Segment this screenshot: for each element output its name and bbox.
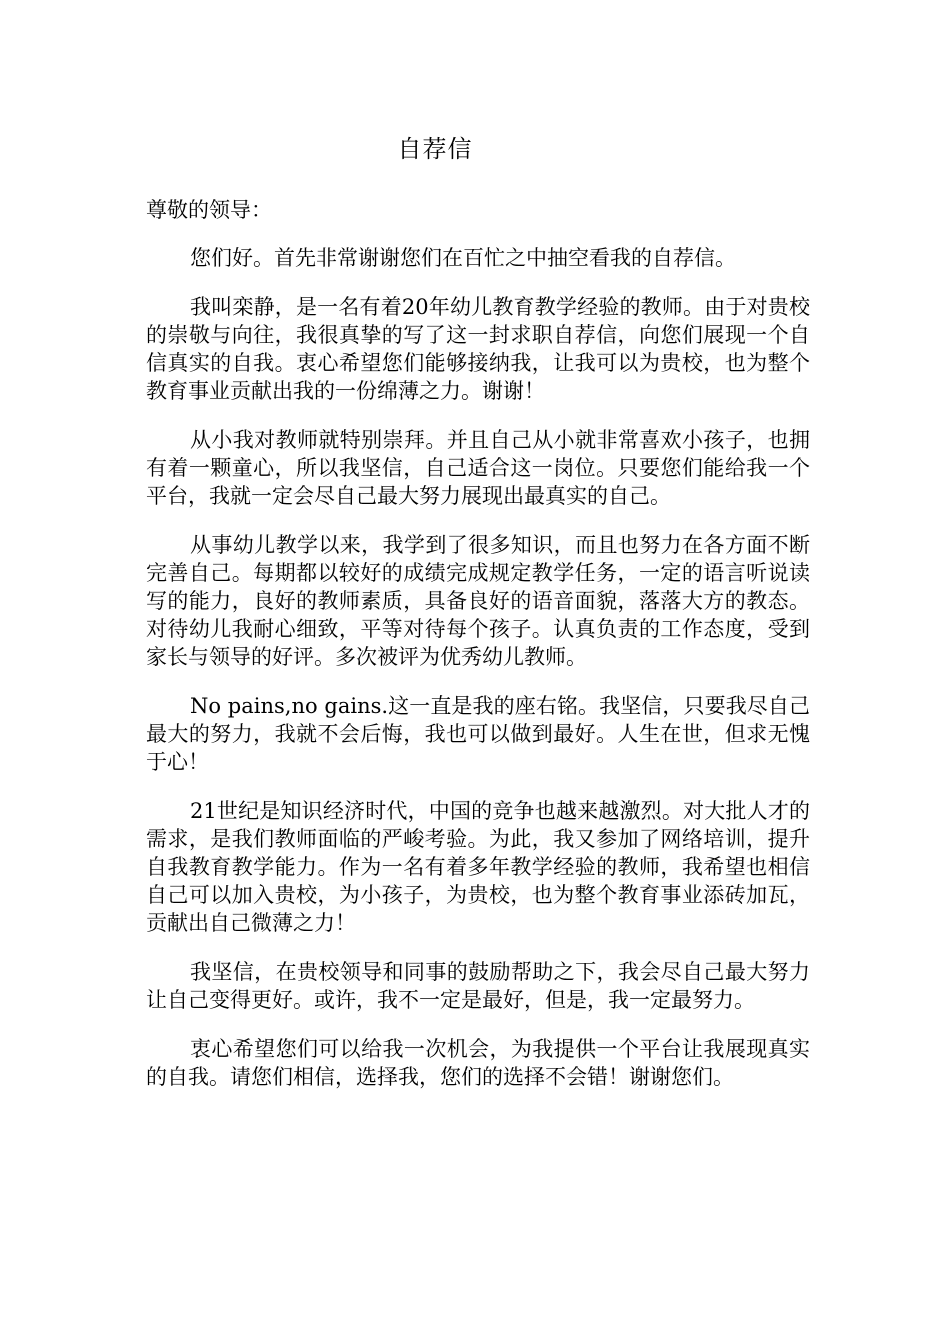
paragraph-motto: No pains,no gains.这一直是我的座右铭。我坚信，只要我尽自己最大的努力，我就不会后悔，我也可以做到最好。人生在世，但求无愧于心！ <box>146 694 810 774</box>
paragraph-experience: 从事幼儿教学以来，我学到了很多知识，而且也努力在各方面不断完善自己。每期都以较好的成绩完成规定教学任务，一定的语言听说读写的能力，良好的教师素质，具备良好的语音面貌，落落大方的教态。对待幼儿我耐心细致，平等对待每个孩子。认真负责的工作态度，受到家长与领导的好评。多次被评为优秀幼儿教师。 <box>146 533 810 669</box>
paragraph-commitment: 我坚信，在贵校领导和同事的鼓励帮助之下，我会尽自己最大努力让自己变得更好。或许，我不一定是最好，但是，我一定最努力。 <box>146 960 810 1012</box>
letter-body <box>146 196 810 1112</box>
paragraph-development: 21世纪是知识经济时代，中国的竞争也越来越激烈。对大批人才的需求，是我们教师面临的严峻考验。为此，我又参加了网络培训，提升自我教育教学能力。作为一名有着多年教学经验的教师，我希望也相信自己可以加入贵校，为小孩子，为贵校，也为整个教育事业添砖加瓦，贡献出自己微薄之力！ <box>146 799 810 935</box>
document-title: 自荐信 <box>397 135 473 163</box>
paragraph-closing: 衷心希望您们可以给我一次机会，为我提供一个平台让我展现真实的自我。请您们相信，选择我，您们的选择不会错！谢谢您们。 <box>146 1037 810 1089</box>
paragraph-introduction: 我叫栾静，是一名有着20年幼儿教育教学经验的教师。由于对贵校的崇敬与向往，我很真挚的写了这一封求职自荐信，向您们展现一个自信真实的自我。衷心希望您们能够接纳我，让我可以为贵校，也为整个教育事业贡献出我的一份绵薄之力。谢谢！ <box>146 295 810 403</box>
paragraph-motivation: 从小我对教师就特别崇拜。并且自己从小就非常喜欢小孩子，也拥有着一颗童心，所以我坚信，自己适合这一岗位。只要您们能给我一个平台，我就一定会尽自己最大努力展现出最真实的自己。 <box>146 428 810 508</box>
salutation: 尊敬的领导： <box>146 198 272 222</box>
paragraph-greeting: 您们好。首先非常谢谢您们在百忙之中抽空看我的自荐信。 <box>190 246 736 270</box>
